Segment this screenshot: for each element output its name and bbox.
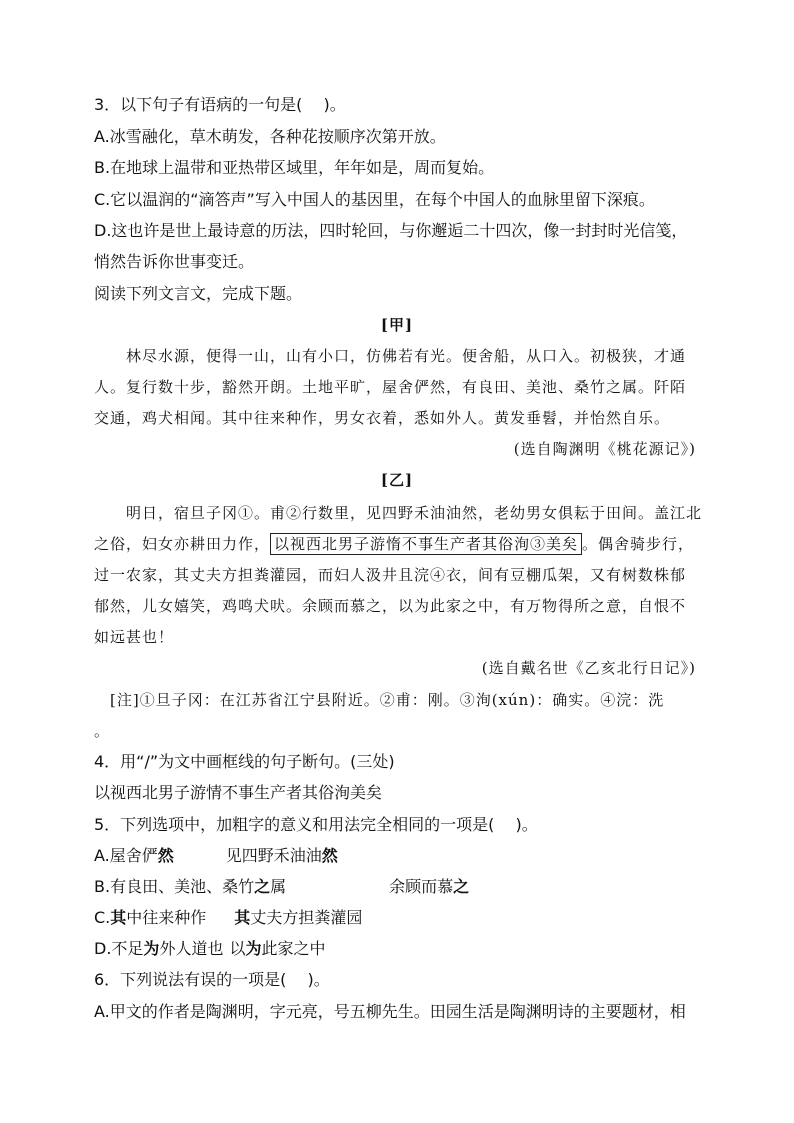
passage-yi-line3: 过一农家，其丈夫方担粪灌园，而妇人汲井且浣④衣，间有豆棚瓜架，又有树数株郁 [94,566,687,584]
question-4-sentence: 以视西北男子游情不事生产者其俗洵美矣 [94,783,383,802]
option-d-bold2: 为 [245,939,262,958]
question-5-option-a [94,845,338,867]
annotation-line1: [注]①旦子冈：在江苏省江宁县附近。②甫：刚。③洵(xún)：确实。④浣：洗 [110,691,665,709]
passage-yi-heading: [乙] [380,471,414,489]
option-b-text-post: 属 [270,877,287,896]
question-3-option-b: B.在地球上温带和亚热带区域里，年年如是，周而复始。 [94,158,495,177]
boxed-sentence: 以视西北男子游惰不事生产者其俗洵③美矣 [270,533,582,555]
reading-intro: 阅读下列文言文，完成下题。 [94,284,303,303]
passage-jia-source: (选自陶渊明《桃花源记》) [513,440,696,458]
passage-yi-line4: 郁然，儿女嬉笑，鸡鸣犬吠。余顾而慕之，以为此家之中，有万物得所之意，自恨不 [94,597,687,615]
question-6-option-a: A.甲文的作者是陶渊明，字元亮，号五柳先生。田园生活是陶渊明诗的主要题材，相 [94,1002,686,1021]
option-d-text-post: 外人道也 [159,939,224,958]
option-a-text: A.屋舍俨 [94,846,158,865]
option-b-text: B.有良田、美池、桑竹 [94,877,255,896]
question-5-option-b [94,876,469,898]
passage-yi-line2 [94,533,694,555]
option-b-bold: 之 [254,877,271,896]
option-c-label: C. [94,908,111,927]
question-3-option-d-line2: 悄然告诉你世事变迁。 [94,252,255,271]
passage-yi-source: (选自戴名世《乙亥北行日记》) [481,659,696,677]
option-a-bold: 然 [157,846,174,865]
question-3-option-a: A.冰雪融化，草木萌发，各种花按顺序次第开放。 [94,127,446,146]
question-3-stem: 3．以下句子有语病的一句是( )。 [94,95,346,114]
passage-jia-line2: 人。复行数十步，豁然开朗。土地平旷，屋舍俨然，有良田、美池、桑竹之属。阡陌 [94,378,687,396]
option-d-text2: 以 [229,939,246,958]
option-d-text3: 此家之中 [261,939,326,958]
passage-jia-line3: 交通，鸡犬相闻。其中往来种作，男女衣着，悉如外人。黄发垂髫，并怡然自乐。 [94,409,671,427]
option-a-bold2: 然 [321,846,338,865]
question-5-option-c [94,907,362,929]
option-c-text: 中往来种作 [126,908,207,927]
option-c-bold: 其 [110,908,127,927]
question-3-option-c: C.它以温润的“滴答声”写入中国人的基因里，在每个中国人的血脉里留下深痕。 [94,190,655,209]
question-3-option-d-line1: D.这也许是世上最诗意的历法，四时轮回，与你邂逅二十四次，像一封封时光信笺， [94,221,688,240]
passage-jia-line1: 林尽水源，便得一山，山有小口，仿佛若有光。便舍船，从口入。初极狭，才通 [126,347,687,365]
passage-yi-line2-pre: 之俗，妇女亦耕田力作， [94,535,271,553]
question-6-stem: 6．下列说法有误的一项是( )。 [94,970,330,989]
option-d-bold: 为 [143,939,160,958]
passage-yi-line5: 如远甚也！ [94,628,175,646]
passage-yi-line2-post: 。偶舍骑步行， [582,535,695,553]
option-b-text2: 余顾而慕 [389,877,454,896]
passage-yi-line1: 明日，宿旦子冈①。甫②行数里，见四野禾油油然，老幼男女俱耘于田间。盖江北 [126,504,703,522]
annotation-line2: 。 [94,722,111,740]
option-a-text2: 见四野禾油油 [225,846,322,865]
option-b-bold2: 之 [453,877,470,896]
question-5-option-d [94,938,326,960]
option-c-text2: 丈夫方担粪灌园 [250,908,363,927]
question-4-stem: 4．用“/”为文中画框线的句子断句。(三处) [94,752,395,771]
passage-jia-heading: [甲] [380,316,414,334]
question-5-stem: 5．下列选项中，加粗字的意义和用法完全相同的一项是( )。 [94,815,538,834]
option-c-bold2: 其 [234,908,251,927]
option-d-text: D.不足 [94,939,144,958]
